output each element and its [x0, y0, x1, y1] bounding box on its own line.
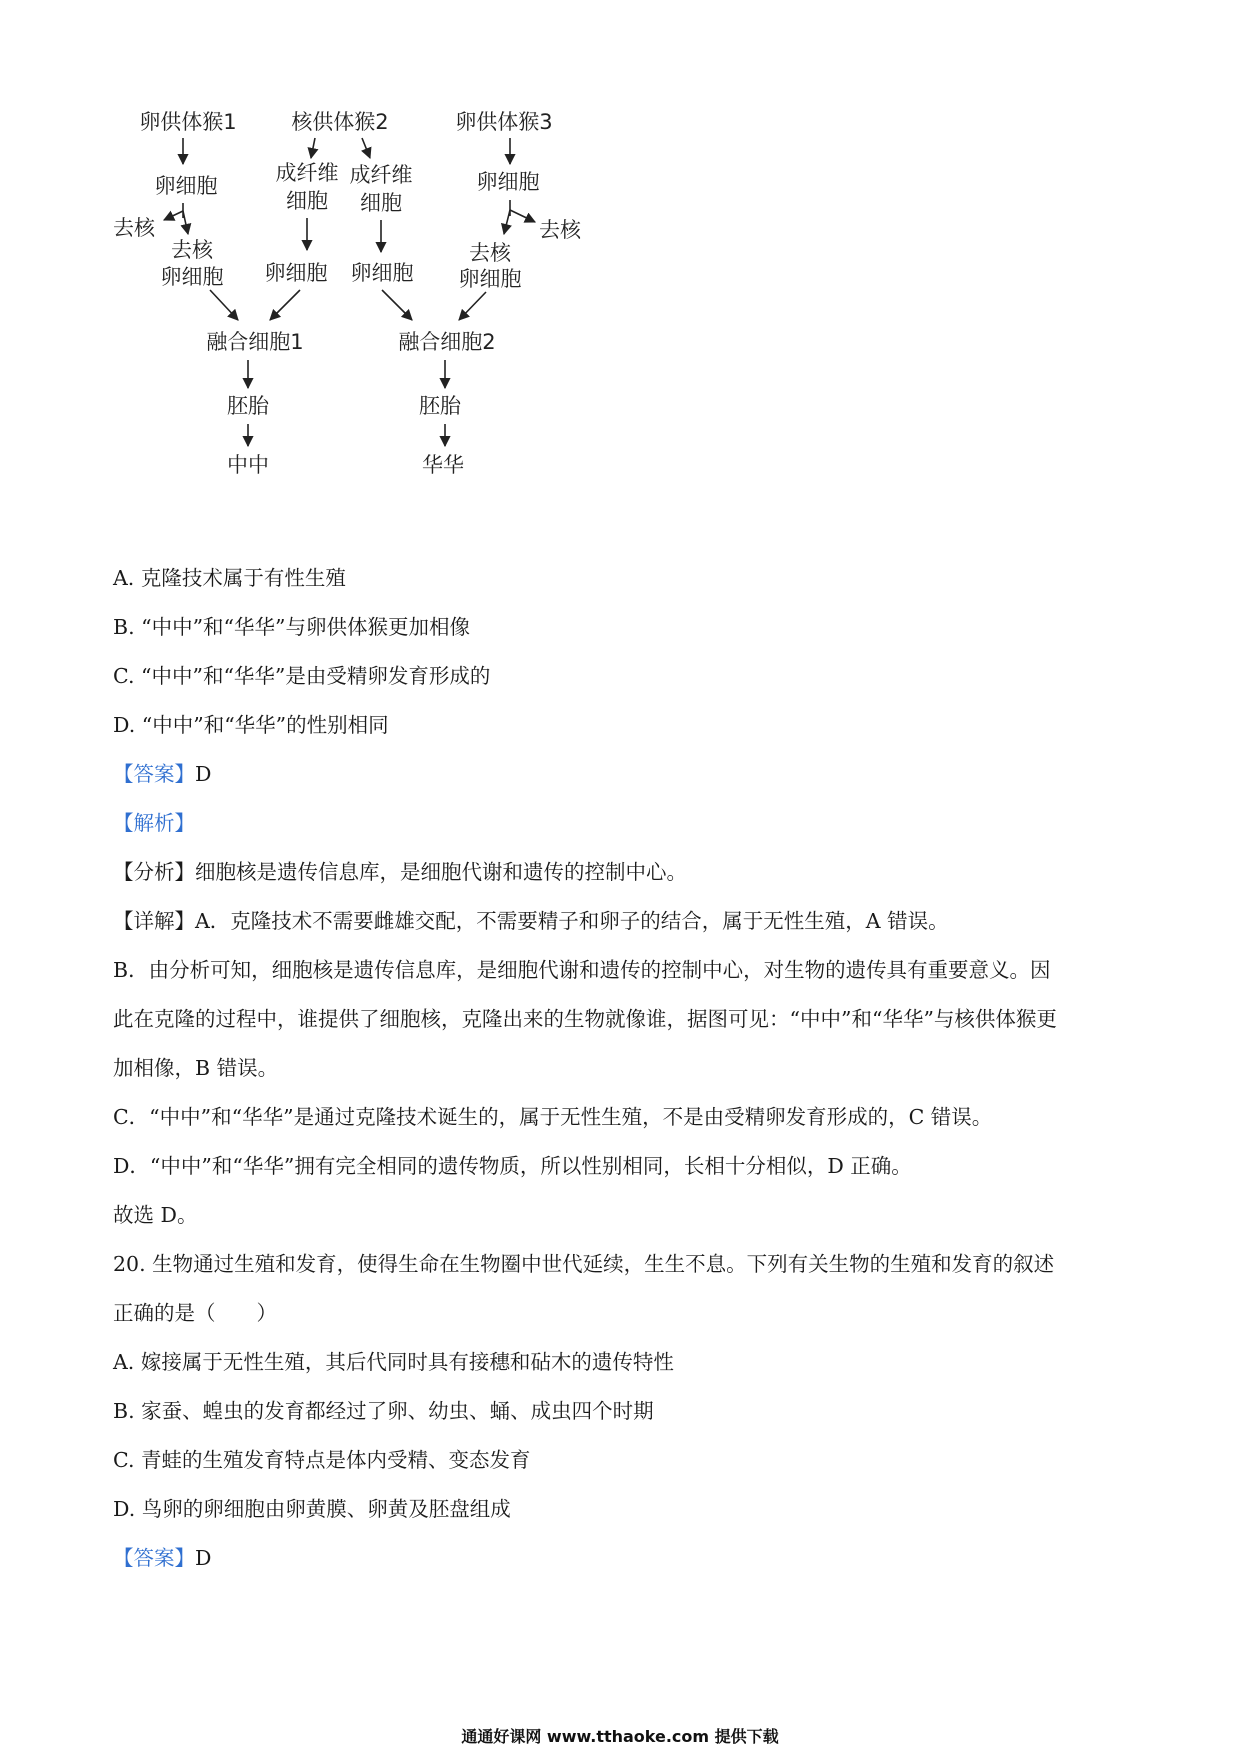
fibroblast-label-2b: 细胞	[360, 191, 402, 215]
zhongzhong-label: 中中	[227, 453, 269, 477]
q19-option-b: B. “中中”和“华华”与卵供体猴更加相像	[113, 615, 471, 639]
fibroblast-label-2a: 成纤维	[349, 163, 413, 187]
donor2-label: 核供体猴2	[291, 110, 389, 134]
q20-answer	[113, 1543, 211, 1573]
answer-tag: 【答案】	[113, 762, 195, 786]
arrow	[459, 292, 486, 320]
q19-option-a: A. 克隆技术属于有性生殖	[113, 566, 346, 590]
embryo-label-1: 胚胎	[227, 394, 269, 418]
q19-option-d: D. “中中”和“华华”的性别相同	[113, 713, 389, 737]
fibroblast-label-1b: 细胞	[286, 189, 328, 213]
arrow	[311, 138, 315, 158]
q19-analysis-tag: 【解析】	[113, 811, 195, 835]
egg-cell-label-1: 卵细胞	[154, 174, 218, 198]
q19-answer	[113, 759, 211, 789]
q19-explain-c: C．“中中”和“华华”是通过克隆技术诞生的，属于无性生殖，不是由受精卵发育形成的，C 错误。	[113, 1105, 993, 1129]
q20-option-c: C. 青蛙的生殖发育特点是体内受精、变态发育	[113, 1448, 531, 1472]
remove-nucleus-label-2: 去核	[539, 218, 581, 242]
arrow	[183, 211, 188, 234]
q19-explain-d: D．“中中”和“华华”拥有完全相同的遗传物质，所以性别相同，长相十分相似，D 正确。	[113, 1154, 912, 1178]
answer-value: D	[195, 762, 212, 786]
answer-value: D	[195, 1546, 212, 1570]
q20-option-b: B. 家蚕、蝗虫的发育都经过了卵、幼虫、蛹、成虫四个时期	[113, 1399, 654, 1423]
egg-cell-label-2b: 卵细胞	[350, 261, 414, 285]
arrow	[164, 211, 183, 220]
q19-explain-b-2: 此在克隆的过程中，谁提供了细胞核，克隆出来的生物就像谁，据图可见：“中中”和“华华”与核供体猴更	[113, 1007, 1057, 1031]
donor1-label: 卵供体猴1	[139, 110, 237, 134]
q20-stem-1: 20. 生物通过生殖和发育，使得生命在生物圈中世代延续，生生不息。下列有关生物的生殖和发育的叙述	[113, 1252, 1055, 1276]
arrow	[504, 210, 510, 234]
arrow	[510, 210, 535, 222]
page-footer: 通通好课网 www.tthaoke.com 提供下载	[461, 1727, 779, 1746]
enucleated-egg-label-1b: 卵细胞	[160, 265, 224, 289]
q20-option-a: A. 嫁接属于无性生殖，其后代同时具有接穗和砧木的遗传特性	[113, 1350, 674, 1374]
arrow	[270, 290, 300, 320]
fibroblast-label-1a: 成纤维	[275, 161, 339, 185]
enucleated-egg-label-2a: 去核	[469, 241, 511, 265]
embryo-label-2: 胚胎	[419, 394, 461, 418]
q19-fenxi: 【分析】细胞核是遗传信息库，是细胞代谢和遗传的控制中心。	[113, 860, 687, 884]
q19-explain-b-1: B．由分析可知，细胞核是遗传信息库，是细胞代谢和遗传的控制中心，对生物的遗传具有重要意义。因	[113, 958, 1051, 982]
q20-option-d: D. 鸟卵的卵细胞由卵黄膜、卵黄及胚盘组成	[113, 1497, 511, 1521]
arrow	[362, 138, 370, 158]
q20-stem-2: 正确的是（ ）	[113, 1301, 277, 1325]
enucleated-egg-label-1a: 去核	[171, 238, 213, 262]
fused-cell-1-label: 融合细胞1	[206, 330, 304, 354]
egg-cell-label-3: 卵细胞	[476, 170, 540, 194]
fused-cell-2-label: 融合细胞2	[398, 330, 496, 354]
arrow	[210, 290, 238, 320]
arrow	[382, 290, 412, 320]
q19-xiangjie-a: 【详解】A．克隆技术不需要雌雄交配，不需要精子和卵子的结合，属于无性生殖，A 错误。	[113, 909, 949, 933]
cloning-flow-diagram	[110, 110, 630, 540]
q19-conclusion: 故选 D。	[113, 1203, 198, 1227]
egg-cell-label-2a: 卵细胞	[264, 261, 328, 285]
answer-tag: 【答案】	[113, 1546, 195, 1570]
q19-option-c: C. “中中”和“华华”是由受精卵发育形成的	[113, 664, 491, 688]
huahua-label: 华华	[422, 453, 464, 477]
enucleated-egg-label-2b: 卵细胞	[458, 267, 522, 291]
remove-nucleus-label-1: 去核	[113, 216, 155, 240]
q19-explain-b-3: 加相像，B 错误。	[113, 1056, 279, 1080]
donor3-label: 卵供体猴3	[455, 110, 553, 134]
